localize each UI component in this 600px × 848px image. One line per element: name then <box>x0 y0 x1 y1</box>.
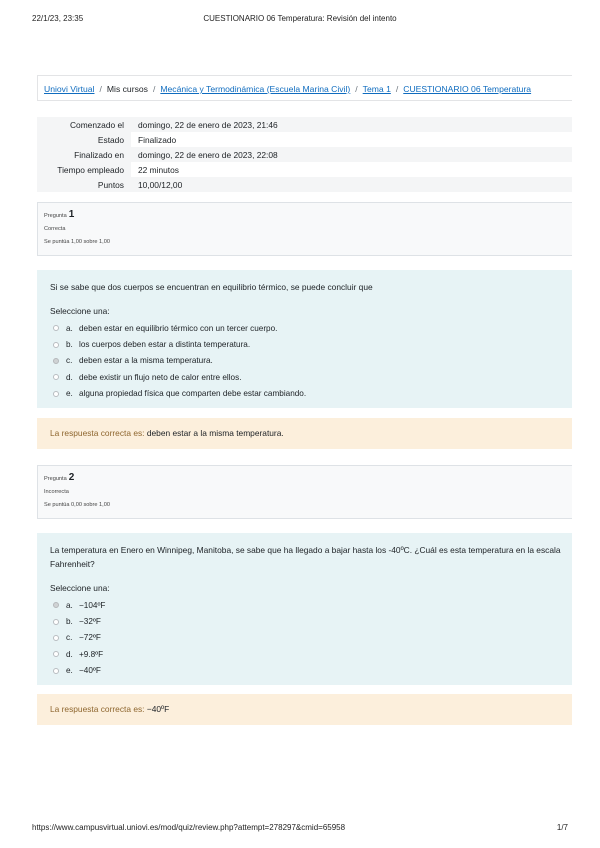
breadcrumb-separator: / <box>152 84 156 94</box>
breadcrumb <box>37 75 572 101</box>
answer-option[interactable] <box>50 353 572 369</box>
answer-prompt: Seleccione una: <box>50 306 110 316</box>
option-letter: c. <box>66 356 73 366</box>
breadcrumb-separator: / <box>99 84 102 94</box>
option-text: debe existir un flujo neto de calor entre ellos. <box>79 372 242 382</box>
answer-option[interactable] <box>50 336 572 352</box>
option-letter: b. <box>66 340 73 350</box>
feedback-answer: −40ºF <box>146 704 170 714</box>
answer-option[interactable] <box>50 630 572 646</box>
option-text: alguna propiedad física que comparten debe estar cambiando. <box>79 389 307 399</box>
question-text-line-1: La temperatura en Enero en Winnipeg, Manitoba, se sabe que ha llegado a bajar hasta los -40ºC. ¿Cuál es esta temperatura en la escala <box>50 545 561 555</box>
radio-button[interactable] <box>53 374 59 380</box>
summary-value: Finalizado <box>138 134 177 145</box>
summary-label: Puntos <box>37 177 131 192</box>
feedback-label: La respuesta correcta es: <box>50 704 145 714</box>
answer-option[interactable] <box>50 369 572 385</box>
summary-label: Tiempo empleado <box>37 162 131 177</box>
option-letter: c. <box>66 633 73 643</box>
summary-row-started <box>37 117 572 132</box>
option-text: deben estar en equilibrio térmico con un tercer cuerpo. <box>79 323 278 333</box>
radio-button[interactable] <box>53 391 59 397</box>
option-text: −40ºF <box>79 666 101 676</box>
print-title: CUESTIONARIO 06 Temperatura: Revisión del intento <box>203 14 397 23</box>
option-text: −72ºF <box>79 633 101 643</box>
answer-option[interactable] <box>50 386 572 402</box>
answer-option[interactable] <box>50 646 572 662</box>
question-1-formulation <box>37 270 572 408</box>
summary-row-time <box>37 162 572 177</box>
question-1-feedback <box>37 418 572 449</box>
feedback-answer: deben estar a la misma temperatura. <box>146 428 284 438</box>
radio-button-selected[interactable] <box>53 358 59 364</box>
question-2-feedback <box>37 694 572 725</box>
option-text: los cuerpos deben estar a distinta temperatura. <box>79 340 251 350</box>
option-letter: e. <box>66 666 73 676</box>
summary-row-state <box>37 132 572 147</box>
option-letter: d. <box>66 372 73 382</box>
summary-label: Comenzado el <box>37 117 131 132</box>
breadcrumb-quiz[interactable]: CUESTIONARIO 06 Temperatura <box>403 84 532 94</box>
option-letter: b. <box>66 617 73 627</box>
feedback-label: La respuesta correcta es: <box>50 428 145 438</box>
question-grade: Se puntúa 0,00 sobre 1,00 <box>44 502 110 508</box>
breadcrumb-topic[interactable]: Tema 1 <box>362 84 391 94</box>
breadcrumb-course[interactable]: Mecánica y Termodinámica (Escuela Marina Civil) <box>160 84 351 94</box>
option-letter: d. <box>66 649 73 659</box>
breadcrumb-my-courses[interactable]: Mis cursos <box>106 84 148 94</box>
print-header <box>32 14 568 26</box>
question-state: Correcta <box>44 226 66 232</box>
breadcrumb-home[interactable]: Uniovi Virtual <box>44 84 95 94</box>
attempt-summary-table <box>37 117 572 192</box>
summary-row-finished <box>37 147 572 162</box>
radio-button[interactable] <box>53 651 59 657</box>
question-grade: Se puntúa 1,00 sobre 1,00 <box>44 239 110 245</box>
question-state: Incorrecta <box>44 489 69 495</box>
option-letter: a. <box>66 323 73 333</box>
answer-option[interactable] <box>50 663 572 679</box>
option-text: +9.8ºF <box>79 649 104 659</box>
question-number-value: 2 <box>68 472 75 483</box>
answer-option[interactable] <box>50 320 572 336</box>
option-letter: a. <box>66 600 73 610</box>
answer-option[interactable] <box>50 597 572 613</box>
radio-button-selected[interactable] <box>53 602 59 608</box>
breadcrumb-separator: / <box>395 84 399 94</box>
question-number <box>44 472 566 483</box>
answer-option[interactable] <box>50 613 572 629</box>
option-text: −32ºF <box>79 617 101 627</box>
question-label: Pregunta <box>44 476 67 482</box>
question-label: Pregunta <box>44 213 67 219</box>
page-url: https://www.campusvirtual.uniovi.es/mod/quiz/review.php?attempt=278297&cmid=65958 <box>32 823 346 832</box>
question-number <box>44 209 566 220</box>
question-2-info <box>37 465 572 519</box>
answer-options <box>50 320 572 402</box>
option-letter: e. <box>66 389 73 399</box>
summary-label: Finalizado en <box>37 147 131 162</box>
question-2-formulation <box>37 533 572 685</box>
question-1-info <box>37 202 572 256</box>
summary-value: 22 minutos <box>138 164 179 175</box>
radio-button[interactable] <box>53 619 59 625</box>
answer-options <box>50 597 572 679</box>
question-text: Si se sabe que dos cuerpos se encuentran en equilibrio térmico, se puede concluir que <box>50 282 373 292</box>
summary-value: domingo, 22 de enero de 2023, 22:08 <box>131 147 572 162</box>
radio-button[interactable] <box>53 325 59 331</box>
print-date: 22/1/23, 23:35 <box>32 14 84 23</box>
option-text: deben estar a la misma temperatura. <box>79 356 213 366</box>
radio-button[interactable] <box>53 342 59 348</box>
summary-value: domingo, 22 de enero de 2023, 21:46 <box>131 117 572 132</box>
radio-button[interactable] <box>53 668 59 674</box>
answer-prompt: Seleccione una: <box>50 583 110 593</box>
summary-value: 10,00/12,00 <box>131 177 572 192</box>
option-text: −104ºF <box>79 600 106 610</box>
page-number: 1/7 <box>556 823 568 832</box>
summary-row-points <box>37 177 572 192</box>
question-number-value: 1 <box>68 209 75 220</box>
question-text-line-2: Fahrenheit? <box>50 559 95 569</box>
summary-label: Estado <box>37 132 131 147</box>
radio-button[interactable] <box>53 635 59 641</box>
breadcrumb-separator: / <box>355 84 358 94</box>
